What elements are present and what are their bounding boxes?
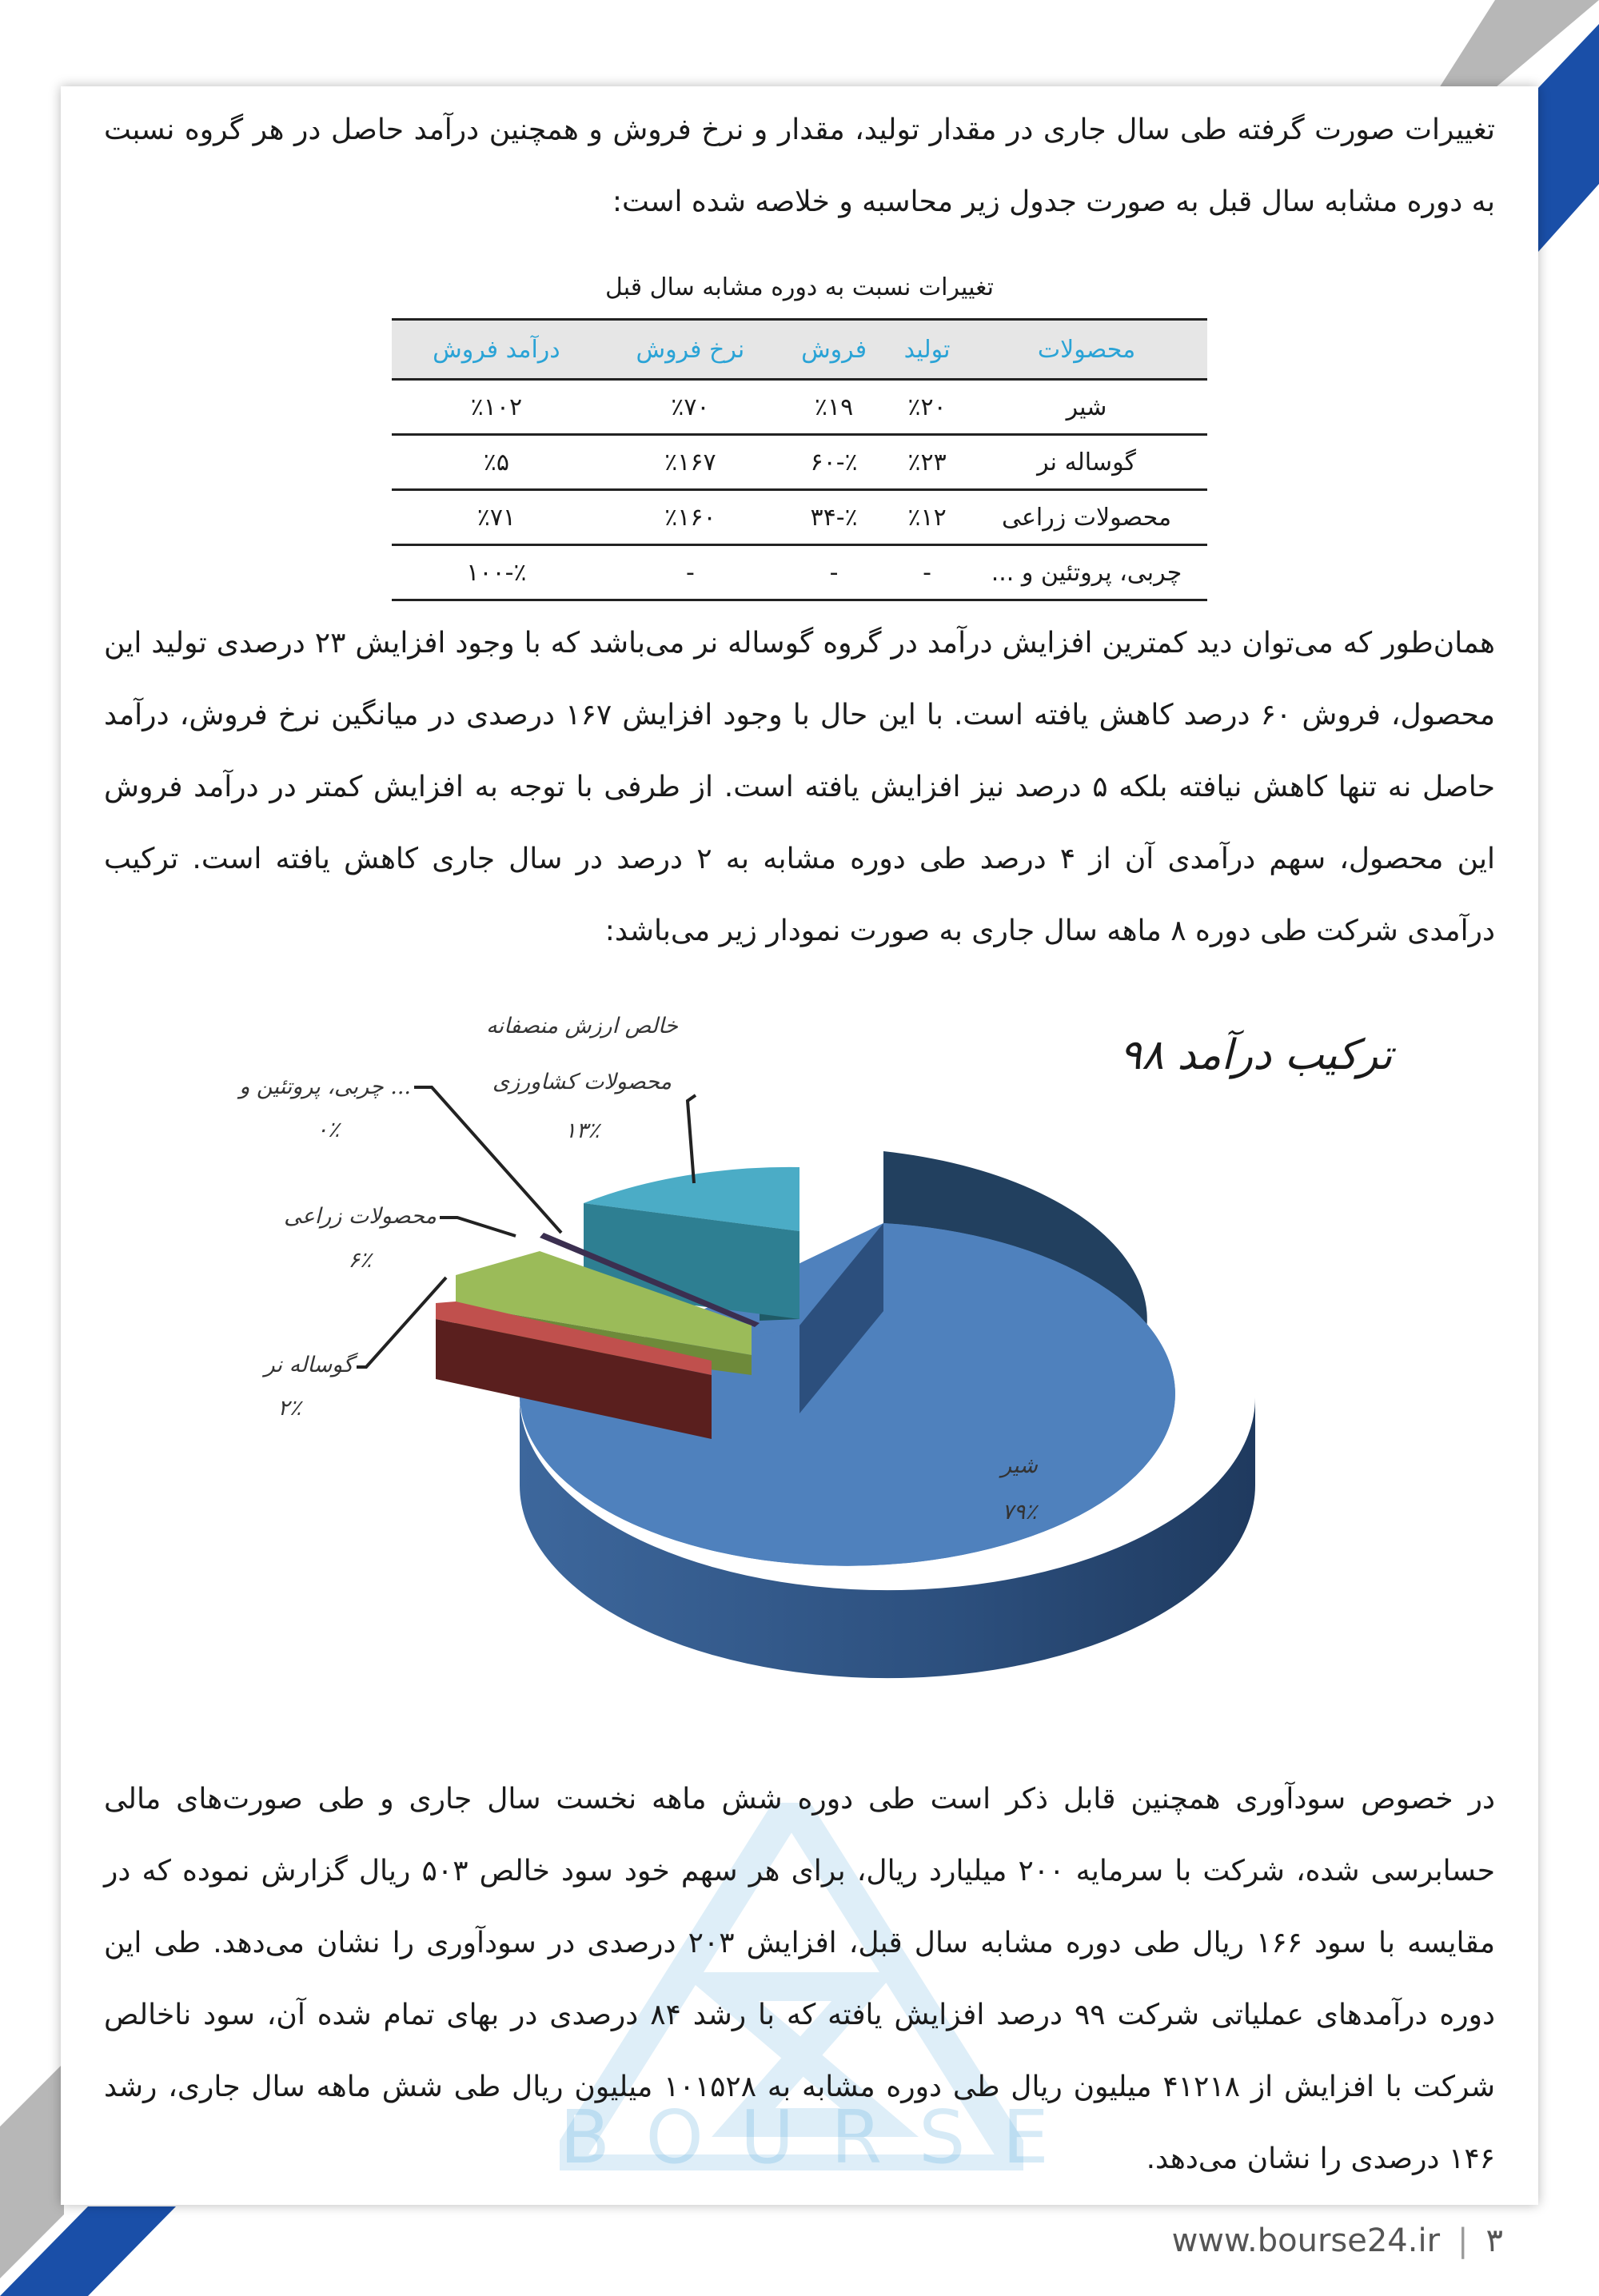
cell-rate: ٪۷۰: [601, 380, 780, 435]
table-row: [392, 490, 1207, 545]
analysis-paragraph: همان‌طور که می‌توان دید کمترین افزایش درآمد در گروه گوساله نر می‌باشد که با وجود افزایش ۲۳ درصدی تولید این محصول، فروش ۶۰ درصد کاهش یافته است. با این حال با وجود افزایش ۱۶۷ درصدی در میانگین نرخ فروش، درآمد حاصل نه تنها کاهش نیافته بلکه ۵ درصد نیز افزایش یافته است. از طرفی با توجه به افزایش کمتر در درآمد فروش این محصول، سهم درآمدی آن از ۴ درصد طی دوره مشابه به ۲ درصد در سال جاری کاهش یافته است. ترکیب درآمدی شرکت طی دوره ۸ ماهه سال جاری به صورت نمودار زیر می‌باشد:: [104, 627, 1495, 947]
cell-sales: ٪-۳۴: [780, 490, 888, 545]
footer-separator: |: [1457, 2222, 1469, 2259]
cell-sales: ٪-۶۰: [780, 435, 888, 490]
footer-url[interactable]: www.bourse24.ir: [1171, 2222, 1441, 2259]
label-crops-pct: ۶٪: [348, 1248, 372, 1273]
cell-revenue: ٪۵: [392, 435, 601, 490]
header-revenue: درآمد فروش: [392, 320, 601, 380]
cell-revenue: ٪۷۱: [392, 490, 601, 545]
cell-production: ٪۲۳: [888, 435, 966, 490]
table-row: [392, 545, 1207, 600]
label-crops-name: محصولات زراعی: [284, 1204, 437, 1229]
cell-sales: -: [780, 545, 888, 600]
label-net-name-2: محصولات کشاورزی: [492, 1070, 672, 1094]
chart-title: ترکیب درآمد ۹۸: [1119, 1031, 1393, 1079]
label-milk-pct: ۷۹٪: [1002, 1500, 1037, 1525]
watermark-text: BOURSE: [560, 2095, 1086, 2180]
changes-table: [392, 318, 1207, 601]
cell-revenue: ٪-۱۰۰: [392, 545, 601, 600]
profit-paragraph: در خصوص سودآوری همچنین قابل ذکر است طی دوره شش ماهه نخست سال جاری و طی صورت‌های مالی حسابرسی شده، شرکت با سرمایه ۲۰۰ میلیارد ریال، برای هر سهم خود سود خالص ۵۰۳ ریال گزارش نموده که در مقایسه با سود ۱۶۶ ریال طی دوره مشابه سال قبل، افزایش ۲۰۳ درصدی در سودآوری را نشان می‌دهد. طی این دوره درآمدهای عملیاتی شرکت ۹۹ درصد افزایش یافته که با رشد ۸۴ درصدی در بهای تمام شده آن، سود ناخالص شرکت با افزایش از ۴۱۲۱۸ میلیون ریال طی دوره مشابه به ۱۰۱۵۲۸ میلیون ریال طی شش ماهه سال جاری، رشد ۱۴۶ درصدی را نشان می‌دهد.: [104, 1783, 1496, 2175]
page-number: ۳: [1485, 2222, 1503, 2259]
revenue-pie-chart: [200, 991, 1319, 1695]
cell-product: محصولات زراعی: [966, 490, 1207, 545]
cell-rate: ٪۱۶۰: [601, 490, 780, 545]
leader-line-net: [688, 1095, 696, 1183]
leader-line-crops: [440, 1218, 516, 1236]
header-production: تولید: [888, 320, 966, 380]
intro-paragraph: تغییرات صورت گرفته طی سال جاری در مقدار تولید، مقدار و نرخ فروش و همچنین درآمد حاصل در هر گروه نسبت به دوره مشابه سال قبل به صورت جدول زیر محاسبه و خلاصه شده است:: [104, 114, 1495, 218]
cell-product: گوساله نر: [966, 435, 1207, 490]
label-net-pct: ۱۳٪: [564, 1118, 600, 1143]
cell-product: چربی، پروتئین و ...: [966, 545, 1207, 600]
table-header-row: [392, 320, 1207, 380]
table-row: [392, 435, 1207, 490]
cell-production: ٪۱۲: [888, 490, 966, 545]
cell-production: ٪۲۰: [888, 380, 966, 435]
label-net-name-1: خالص ارزش منصفانه: [486, 1014, 678, 1038]
cell-product: شیر: [966, 380, 1207, 435]
header-sales: فروش: [780, 320, 888, 380]
table-row: [392, 380, 1207, 435]
header-rate: نرخ فروش: [601, 320, 780, 380]
label-calf-name: گوساله نر: [264, 1353, 353, 1377]
table-title: تغییرات نسبت به دوره مشابه سال قبل: [605, 273, 994, 301]
label-milk-name: شیر: [1001, 1453, 1038, 1478]
cell-production: -: [888, 545, 966, 600]
label-fat-name: چربی، پروتئین و ...: [239, 1074, 411, 1099]
cell-sales: ٪۱۹: [780, 380, 888, 435]
cell-rate: -: [601, 545, 780, 600]
header-product: محصولات: [966, 320, 1207, 380]
cell-revenue: ٪۱۰۲: [392, 380, 601, 435]
page-footer: [1172, 2222, 1503, 2259]
leader-line-calf: [357, 1278, 446, 1367]
label-fat-pct: ۰٪: [316, 1118, 340, 1142]
cell-rate: ٪۱۶۷: [601, 435, 780, 490]
label-calf-pct: ۲٪: [277, 1396, 301, 1421]
